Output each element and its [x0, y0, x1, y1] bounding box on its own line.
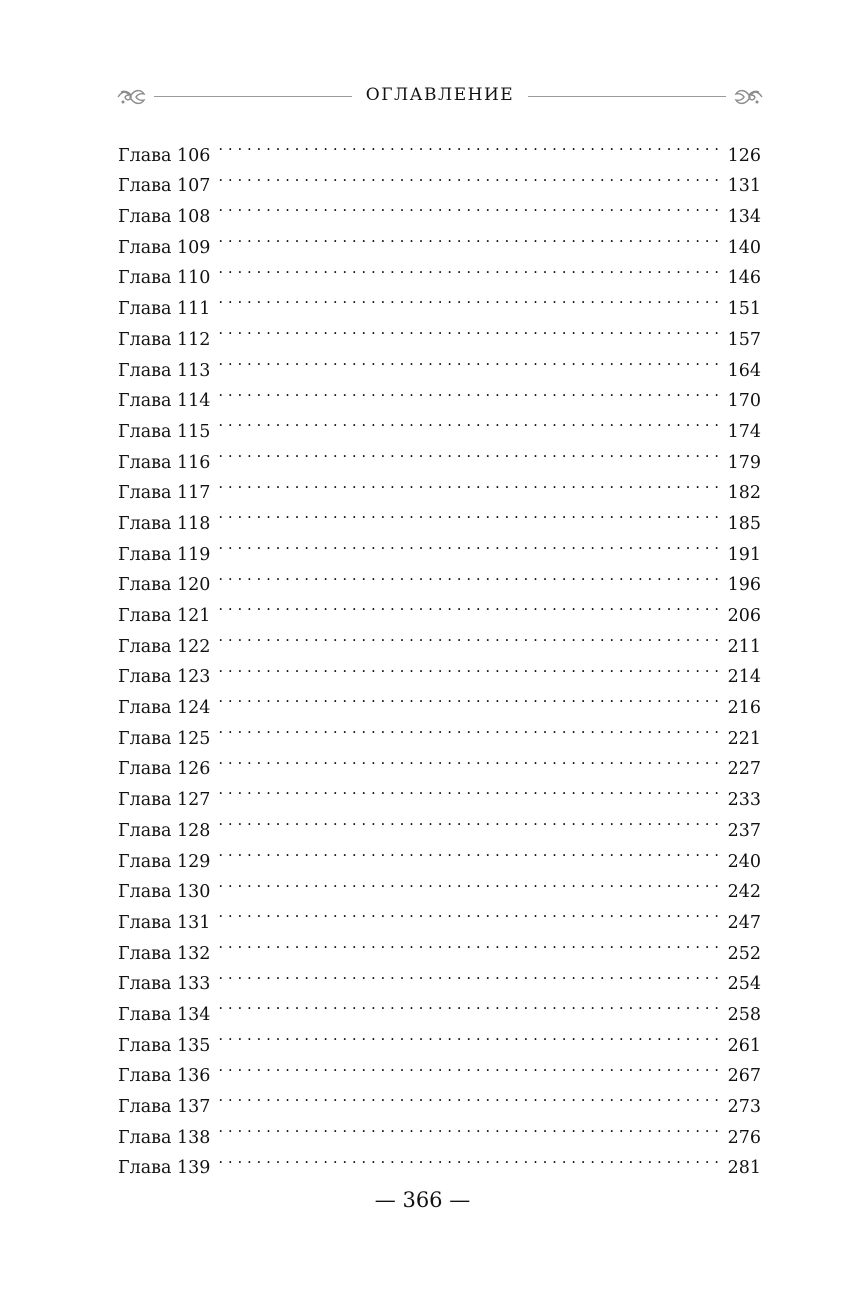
toc-entry-title: Глава 135 — [118, 1035, 211, 1056]
toc-entry-title: Глава 132 — [118, 943, 211, 964]
toc-leader-dots — [218, 774, 721, 805]
toc-leader-dots — [218, 560, 721, 591]
toc-entry-page: 170 — [727, 391, 761, 412]
toc-leader-dots — [218, 1143, 721, 1174]
toc-leader-dots — [218, 989, 721, 1020]
header-rule-right — [528, 96, 726, 97]
toc-leader-dots — [218, 713, 721, 744]
toc-entry-page: 146 — [727, 268, 761, 289]
toc-entry-page: 196 — [727, 575, 761, 596]
toc-entry-page: 191 — [727, 544, 761, 565]
toc-entry-page: 273 — [727, 1097, 761, 1117]
table-of-contents — [118, 130, 761, 1179]
toc-leader-dots — [218, 283, 721, 314]
toc-leader-dots — [218, 345, 721, 376]
toc-leader-dots — [218, 314, 721, 345]
toc-entry-title: Глава 120 — [118, 575, 211, 596]
toc-entry-page: 164 — [727, 360, 761, 381]
toc-entry-page: 140 — [727, 237, 761, 258]
toc-leader-dots — [218, 1051, 721, 1082]
toc-entry-title: Глава 121 — [118, 606, 211, 626]
toc-entry-title: Глава 111 — [118, 299, 211, 320]
toc-entry-page: 276 — [727, 1127, 761, 1148]
toc-entry-page: 221 — [727, 728, 761, 749]
toc-leader-dots — [218, 836, 721, 867]
toc-leader-dots — [218, 529, 721, 560]
toc-leader-dots — [218, 959, 721, 990]
toc-leader-dots — [218, 652, 721, 683]
toc-leader-dots — [218, 406, 721, 437]
toc-entry[interactable] — [118, 130, 761, 166]
toc-entry-page: 216 — [727, 698, 761, 719]
toc-leader-dots — [218, 1112, 721, 1143]
toc-leader-dots — [218, 744, 721, 775]
toc-entry-page: 151 — [727, 299, 761, 320]
toc-entry-title: Глава 117 — [118, 483, 211, 504]
toc-leader-dots — [218, 1020, 721, 1051]
toc-entry-title: Глава 128 — [118, 820, 211, 841]
toc-entry-page: 237 — [727, 820, 761, 841]
toc-entry-page: 242 — [727, 882, 761, 903]
ornament-right-icon — [734, 82, 764, 112]
toc-leader-dots — [218, 222, 721, 253]
toc-entry-title: Глава 130 — [118, 882, 211, 903]
header-title: ОГЛАВЛЕНИЕ — [365, 85, 515, 105]
toc-leader-dots — [218, 161, 721, 192]
toc-entry-title: Глава 138 — [118, 1127, 211, 1148]
toc-entry-page: 240 — [727, 851, 761, 872]
toc-leader-dots — [218, 682, 721, 713]
toc-entry-title: Глава 133 — [118, 974, 211, 995]
toc-entry-page: 227 — [727, 759, 761, 780]
toc-entry-page: 185 — [727, 513, 761, 534]
toc-leader-dots — [218, 253, 721, 284]
toc-entry-page: 258 — [727, 1004, 761, 1025]
toc-entry-title: Глава 108 — [118, 207, 211, 228]
toc-entry-page: 233 — [727, 790, 761, 811]
toc-entry-title: Глава 134 — [118, 1004, 211, 1025]
toc-leader-dots — [218, 1081, 721, 1112]
toc-entry-title: Глава 106 — [118, 145, 211, 166]
toc-leader-dots — [218, 191, 721, 222]
toc-entry-page: 261 — [727, 1035, 761, 1056]
toc-entry-title: Глава 122 — [118, 636, 211, 657]
toc-entry-page: 254 — [727, 974, 761, 995]
toc-entry-page: 179 — [727, 452, 761, 473]
toc-leader-dots — [218, 928, 721, 959]
toc-entry-title: Глава 114 — [118, 391, 211, 412]
toc-entry-title: Глава 116 — [118, 452, 211, 473]
toc-entry-title: Глава 125 — [118, 728, 211, 749]
toc-entry-page: 267 — [727, 1066, 761, 1087]
toc-entry-page: 174 — [727, 421, 761, 442]
toc-entry-title: Глава 118 — [118, 513, 211, 534]
page-number: — 366 — — [374, 1188, 471, 1212]
toc-entry-title: Глава 126 — [118, 759, 211, 780]
toc-entry-title: Глава 127 — [118, 790, 211, 811]
toc-entry-title: Глава 109 — [118, 237, 211, 258]
toc-entry-page: 182 — [727, 483, 761, 504]
toc-entry-page: 214 — [727, 667, 761, 688]
toc-leader-dots — [218, 437, 721, 468]
toc-entry-page: 131 — [727, 176, 761, 197]
toc-entry-title: Глава 139 — [118, 1158, 211, 1179]
toc-leader-dots — [218, 805, 721, 836]
toc-leader-dots — [218, 376, 721, 407]
toc-entry-title: Глава 107 — [118, 176, 211, 197]
toc-entry-title: Глава 119 — [118, 544, 211, 565]
toc-leader-dots — [218, 867, 721, 898]
toc-leader-dots — [218, 621, 721, 652]
toc-leader-dots — [218, 498, 721, 529]
toc-entry-title: Глава 131 — [118, 912, 211, 933]
toc-entry-title: Глава 123 — [118, 667, 211, 688]
toc-entry-page: 157 — [727, 329, 761, 350]
toc-entry-title: Глава 113 — [118, 360, 211, 381]
toc-entry-title: Глава 136 — [118, 1066, 211, 1087]
toc-entry-title: Глава 110 — [118, 268, 211, 289]
toc-entry-page: 206 — [727, 606, 761, 626]
toc-entry-page: 252 — [727, 943, 761, 964]
toc-entry-page: 247 — [727, 912, 761, 933]
toc-leader-dots — [218, 130, 721, 161]
toc-leader-dots — [218, 468, 721, 499]
toc-leader-dots — [218, 897, 721, 928]
toc-entry-page: 126 — [727, 145, 761, 166]
running-header — [116, 82, 764, 112]
toc-entry-title: Глава 129 — [118, 851, 211, 872]
toc-entry-page: 134 — [727, 207, 761, 228]
toc-entry-page: 211 — [727, 636, 761, 657]
toc-entry-title: Глава 112 — [118, 329, 211, 350]
toc-entry-title: Глава 124 — [118, 698, 211, 719]
toc-leader-dots — [218, 590, 721, 621]
toc-entry-page: 281 — [727, 1158, 761, 1179]
toc-entry-title: Глава 115 — [118, 421, 211, 442]
toc-entry-title: Глава 137 — [118, 1097, 211, 1117]
